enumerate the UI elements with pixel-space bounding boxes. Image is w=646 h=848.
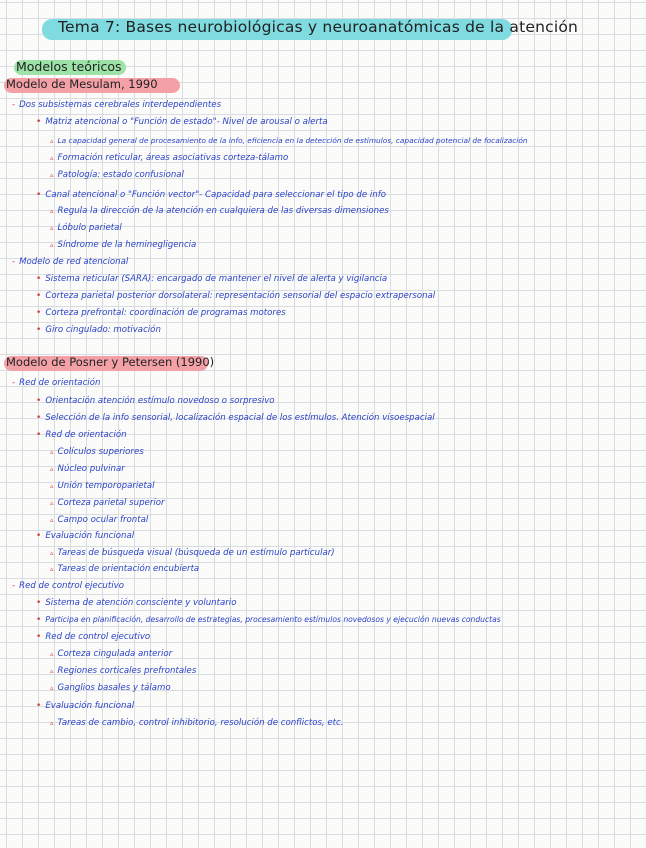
triangle-marker: ▵ (50, 241, 54, 249)
list-item: ▵ Síndrome de la heminegligencia (50, 240, 197, 250)
list-item: ▵ La capacidad general de procesamiento de la info, eficiencia en la detección de estímulos, capacidad potencial de focalización (50, 136, 528, 145)
list-item: ▵ Regula la dirección de la atención en cualquiera de las diversas dimensiones (50, 206, 389, 216)
bullet-marker: • (36, 531, 42, 541)
triangle-marker: ▵ (50, 448, 54, 456)
list-item: ▵ Corteza cingulada anterior (50, 649, 173, 659)
list-item: • Selección de la info sensorial, localización espacial de los estímulos. Atención visoespacial (36, 413, 435, 423)
triangle-marker: ▵ (50, 565, 54, 573)
bullet-marker: • (36, 632, 42, 642)
list-item: ▵ Tareas de orientación encubierta (50, 564, 200, 574)
list-item: ▵ Tareas de cambio, control inhibitorio, resolución de conflictos, etc. (50, 718, 344, 728)
list-item: - Red de control ejecutivo (12, 581, 124, 591)
model1-heading: Modelo de Mesulam, 1990 (6, 77, 158, 91)
bullet-marker: • (36, 430, 42, 440)
list-item: ▵ Formación reticular, áreas asociativas corteza-tálamo (50, 153, 289, 163)
triangle-marker: ▵ (50, 650, 54, 658)
bullet-marker: • (36, 325, 42, 335)
bullet-marker: • (36, 396, 42, 406)
triangle-marker: ▵ (50, 154, 54, 162)
bullet-marker: • (36, 701, 42, 711)
list-item: - Modelo de red atencional (12, 257, 129, 267)
triangle-marker: ▵ (50, 207, 54, 215)
list-item: • Giro cingulado: motivación (36, 325, 161, 335)
triangle-marker: ▵ (50, 667, 54, 675)
triangle-marker: ▵ (50, 171, 54, 179)
list-item: • Canal atencional o "Función vector"- Capacidad para seleccionar el tipo de info (36, 190, 386, 200)
dash-marker: - (12, 257, 16, 267)
list-item: ▵ Regiones corticales prefrontales (50, 666, 197, 676)
list-item: • Corteza prefrontal: coordinación de programas motores (36, 308, 286, 318)
list-item: ▵ Corteza parietal superior (50, 498, 165, 508)
list-item: ▵ Campo ocular frontal (50, 515, 149, 525)
bullet-marker: • (36, 413, 42, 423)
dash-marker: - (12, 581, 16, 591)
triangle-marker: ▵ (50, 549, 54, 557)
triangle-marker: ▵ (50, 499, 54, 507)
list-item: ▵ Unión temporoparietal (50, 481, 155, 491)
list-item: - Dos subsistemas cerebrales interdependientes (12, 100, 222, 110)
list-item: • Orientación atención estímulo novedoso o sorpresivo (36, 396, 275, 406)
bullet-marker: • (36, 615, 42, 625)
list-item: • Evaluación funcional (36, 701, 135, 711)
list-item: • Red de orientación (36, 430, 127, 440)
triangle-marker: ▵ (50, 224, 54, 232)
triangle-marker: ▵ (50, 719, 54, 727)
triangle-marker: ▵ (50, 482, 54, 490)
bullet-marker: • (36, 291, 42, 301)
list-item: • Matriz atencional o "Función de estado"- Nivel de arousal o alerta (36, 117, 328, 127)
bullet-marker: • (36, 598, 42, 608)
list-item: • Sistema de atención consciente y voluntario (36, 598, 237, 608)
triangle-marker: ▵ (50, 465, 54, 473)
list-item: ▵ Ganglios basales y tálamo (50, 683, 171, 693)
bullet-marker: • (36, 190, 42, 200)
list-item: ▵ Tareas de búsqueda visual (búsqueda de un estímulo particular) (50, 548, 335, 558)
triangle-marker: ▵ (50, 137, 54, 145)
list-item: • Participa en planificación, desarrollo de estrategias, procesamiento estímulos novedosos y ejecución nuevas conductas (36, 615, 501, 625)
triangle-marker: ▵ (50, 516, 54, 524)
bullet-marker: • (36, 308, 42, 318)
list-item: ▵ Núcleo pulvinar (50, 464, 125, 474)
list-item: ▵ Lóbulo parietal (50, 223, 122, 233)
bullet-marker: • (36, 274, 42, 284)
list-item: ▵ Patología: estado confusional (50, 170, 184, 180)
list-item: • Red de control ejecutivo (36, 632, 151, 642)
model2-heading: Modelo de Posner y Petersen (1990) (6, 355, 215, 369)
triangle-marker: ▵ (50, 684, 54, 692)
list-item: ▵ Colículos superiores (50, 447, 144, 457)
dash-marker: - (12, 100, 16, 110)
page-title: Tema 7: Bases neurobiológicas y neuroanatómicas de la atención (58, 18, 579, 36)
list-item: • Evaluación funcional (36, 531, 135, 541)
bullet-marker: • (36, 117, 42, 127)
list-item: • Corteza parietal posterior dorsolateral: representación sensorial del espacio extrapersonal (36, 291, 436, 301)
section-heading: Modelos teóricos (16, 59, 122, 74)
list-item: - Red de orientación (12, 378, 101, 388)
list-item: • Sistema reticular (SARA): encargado de mantener el nivel de alerta y vigilancia (36, 274, 388, 284)
dash-marker: - (12, 378, 16, 388)
